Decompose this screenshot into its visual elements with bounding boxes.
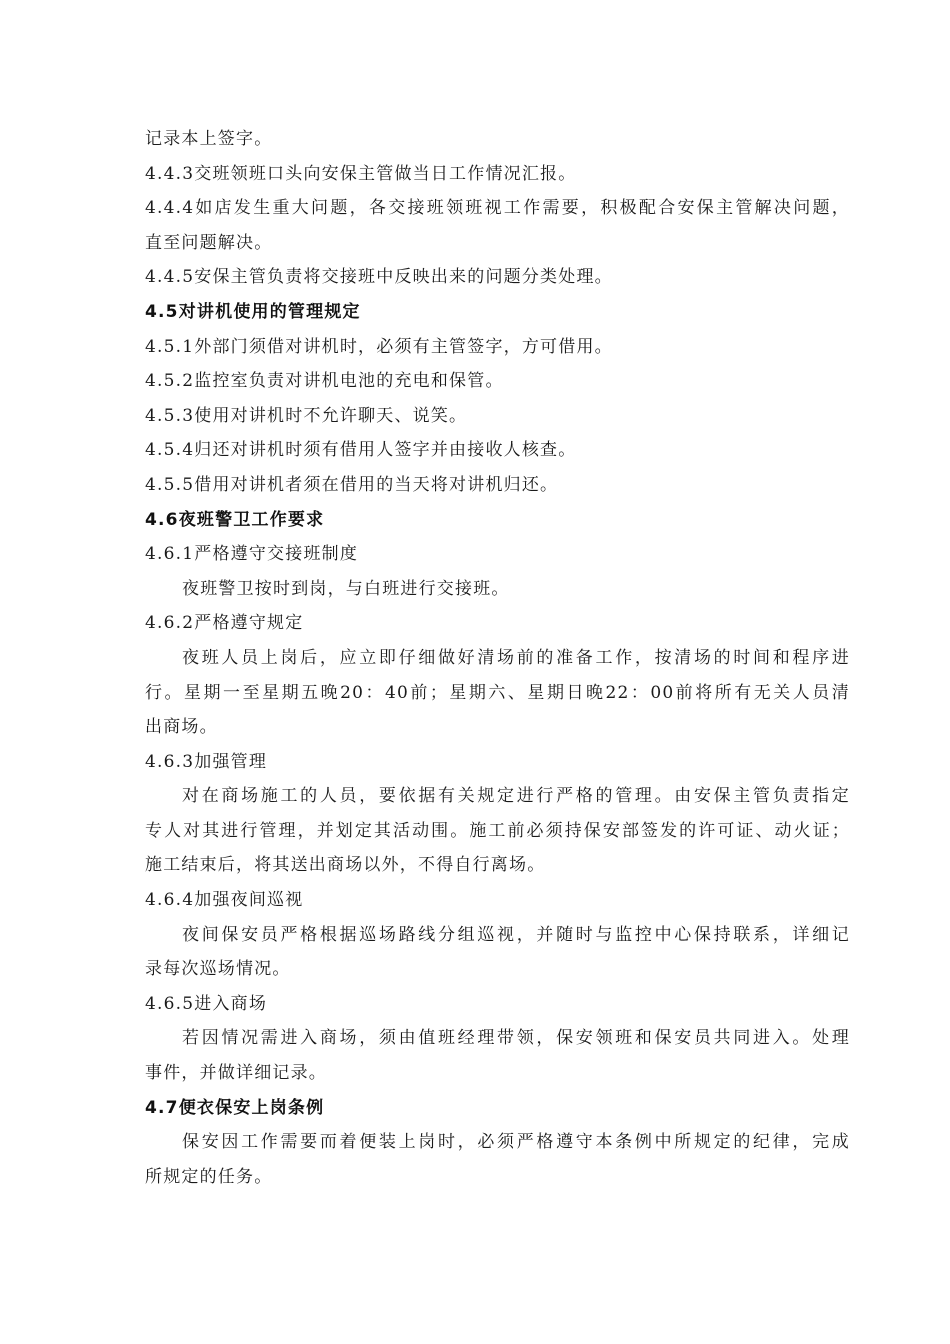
body-text-line: 4.5.1外部门须借对讲机时，必须有主管签字，方可借用。 — [145, 336, 613, 357]
paragraph-line: 夜班警卫按时到岗，与白班进行交接班。 — [182, 578, 510, 599]
section-heading: 4.6夜班警卫工作要求 — [145, 509, 325, 530]
body-text-line: 行。星期一至星期五晚20：40前；星期六、星期日晚22：00前将所有无关人员清 — [145, 682, 850, 703]
body-text-line: 施工结束后，将其送出商场以外，不得自行离场。 — [145, 855, 546, 876]
body-text-line: 记录本上签字。 — [145, 129, 273, 149]
paragraph-line: 夜间保安员严格根据巡场路线分组巡视，并随时与监控中心保持联系，详细记 — [182, 924, 850, 945]
body-text-line: 4.6.5进入商场 — [145, 993, 268, 1014]
body-text-line: 4.4.3交班领班口头向安保主管做当日工作情况汇报。 — [145, 163, 577, 184]
paragraph-line: 对在商场施工的人员，要依据有关规定进行严格的管理。由安保主管负责指定 — [182, 786, 850, 807]
body-text-line: 出商场。 — [145, 717, 218, 738]
body-text-line: 专人对其进行管理，并划定其活动围。施工前必须持保安部签发的许可证、动火证； — [145, 820, 850, 841]
body-text-line: 所规定的任务。 — [145, 1166, 273, 1187]
section-heading: 4.7便衣保安上岗条例 — [145, 1097, 325, 1118]
paragraph-line: 夜班人员上岗后，应立即仔细做好清场前的准备工作，按清场的时间和程序进 — [182, 647, 850, 668]
paragraph-line: 若因情况需进入商场，须由值班经理带领，保安领班和保安员共同进入。处理 — [182, 1028, 850, 1049]
body-text-line: 4.4.4如店发生重大问题，各交接班领班视工作需要，积极配合安保主管解决问题， — [145, 198, 850, 219]
body-text-line: 录每次巡场情况。 — [145, 959, 291, 980]
body-text-line: 4.6.1严格遵守交接班制度 — [145, 544, 359, 565]
body-text-line: 直至问题解决。 — [145, 232, 273, 253]
body-text-line: 4.6.2严格遵守规定 — [145, 613, 304, 634]
body-text-line: 4.5.5借用对讲机者须在借用的当天将对讲机归还。 — [145, 474, 559, 495]
document-body — [145, 122, 850, 1194]
body-text-line: 4.6.3加强管理 — [145, 751, 268, 772]
body-text-line: 4.5.4归还对讲机时须有借用人签字并由接收人核查。 — [145, 440, 577, 461]
body-text-line: 事件，并做详细记录。 — [145, 1063, 327, 1084]
body-text-line: 4.5.3使用对讲机时不允许聊天、说笑。 — [145, 405, 468, 426]
body-text-line: 4.4.5安保主管负责将交接班中反映出来的问题分类处理。 — [145, 267, 613, 288]
section-heading: 4.5对讲机使用的管理规定 — [145, 301, 361, 322]
paragraph-line: 保安因工作需要而着便装上岗时，必须严格遵守本条例中所规定的纪律，完成 — [182, 1132, 850, 1153]
body-text-line: 4.5.2监控室负责对讲机电池的充电和保管。 — [145, 371, 504, 392]
body-text-line: 4.6.4加强夜间巡视 — [145, 890, 304, 911]
